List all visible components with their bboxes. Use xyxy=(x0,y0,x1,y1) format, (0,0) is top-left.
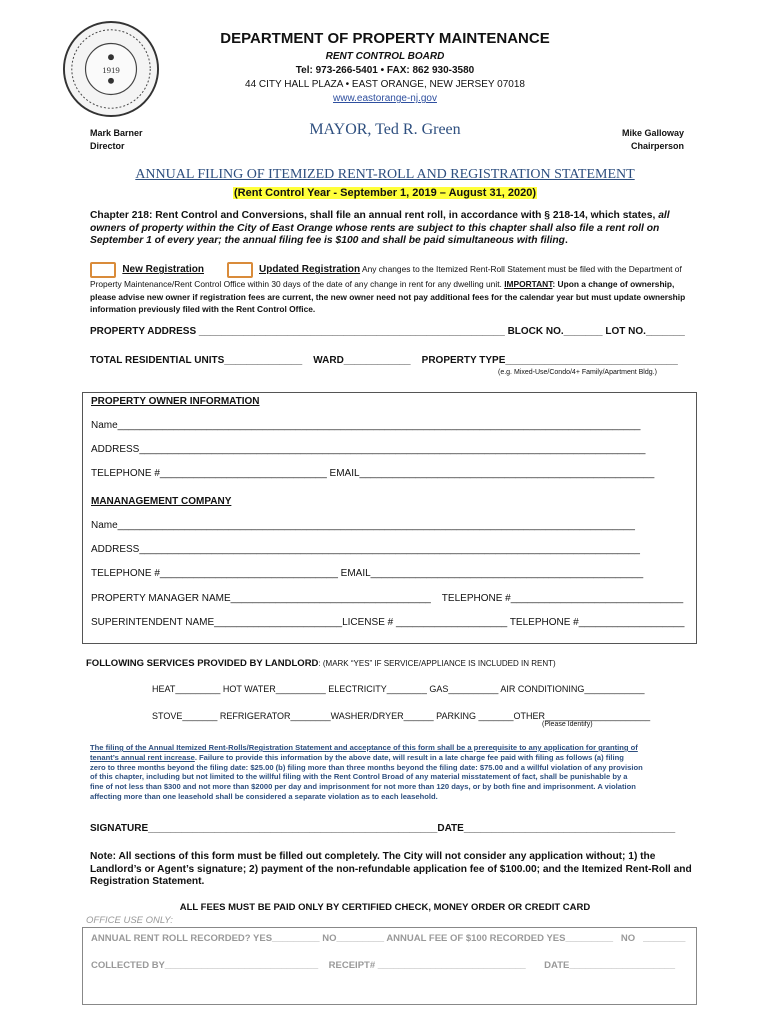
services-heading: FOLLOWING SERVICES PROVIDED BY LANDLORD: (MARK “YES” IF SERVICE/APPLIANCE IS INCLUDED IN RENT) xyxy=(86,658,556,669)
seal-year: 1919 xyxy=(102,64,120,75)
rent-year: (Rent Control Year - September 1, 2019 – August 31, 2020) xyxy=(234,187,536,199)
mgmt-address-field[interactable]: ADDRESS__________________________________________________________________________________________ xyxy=(91,544,640,555)
form-title: ANNUAL FILING OF ITEMIZED RENT-ROLL AND REGISTRATION STATEMENT xyxy=(135,167,635,182)
please-identify-hint: (Please Identify) xyxy=(542,721,593,728)
note-paragraph: Note: All sections of this form must be filled out completely. The City will not consider any application without; 1) the Landlord’s or Agent’s signature; 2) payment of the non-refundable application fee of $100.00; and the Itemized Rent-Roll and Registration Statement. xyxy=(90,851,692,887)
property-manager-field[interactable]: PROPERTY MANAGER NAME____________________________________ TELEPHONE #_______________________________ xyxy=(91,593,684,604)
mayor-name: MAYOR, Ted R. Green xyxy=(309,121,461,138)
director-name: Mark Barner xyxy=(90,128,143,138)
new-registration-label: New Registration xyxy=(122,264,205,276)
header-phone: Tel: 973-266-5401 • FAX: 862 930-3580 xyxy=(295,65,475,76)
website-link[interactable]: www.eastorange-nj.gov xyxy=(333,93,437,104)
owner-heading: PROPERTY OWNER INFORMATION xyxy=(91,396,260,407)
mgmt-telephone-email-field[interactable]: TELEPHONE #________________________________ EMAIL_________________________________________________ xyxy=(91,568,644,579)
chairperson-title: Chairperson xyxy=(630,141,684,151)
superintendent-field[interactable]: SUPERINTENDENT NAME_______________________LICENSE # ____________________ TELEPHONE #___________________ xyxy=(91,617,685,628)
dept-title: DEPARTMENT OF PROPERTY MAINTENANCE xyxy=(220,30,550,47)
units-ward-type-field[interactable]: TOTAL RESIDENTIAL UNITS______________ WARD____________ PROPERTY TYPE_______________________________ xyxy=(90,355,678,366)
header-address: 44 CITY HALL PLAZA • EAST ORANGE, NEW JERSEY 07018 xyxy=(245,79,525,90)
office-row-1: ANNUAL RENT ROLL RECORDED? YES_________ NO_________ ANNUAL FEE OF $100 RECORDED YES_________ NO ________ xyxy=(91,933,686,944)
mgmt-name-field[interactable]: Name_____________________________________________________________________________________________ xyxy=(91,520,635,531)
services-row-1[interactable]: HEAT_________ HOT WATER__________ ELECTRICITY________ GAS__________ AIR CONDITIONING____________ xyxy=(152,684,645,694)
property-type-hint: (e.g. Mixed-Use/Condo/4+ Family/Apartment Bldg.) xyxy=(498,369,657,376)
chapter-paragraph: Chapter 218: Rent Control and Conversions, shall file an annual rent roll, in accordance with § 218-14, which states, all owners of property within the City of East Orange whose rents are subject to this chapter shall also file a rent roll on September 1 of every year; the annual filing fee is $100 and shall be paid simultaneous with filing. xyxy=(90,210,670,246)
property-address-field[interactable]: PROPERTY ADDRESS _______________________________________________________ BLOCK NO._______ LOT NO._______ xyxy=(90,326,685,337)
signature-date-field[interactable]: SIGNATURE____________________________________________________DATE______________________________________ xyxy=(90,823,676,834)
owner-address-field[interactable]: ADDRESS___________________________________________________________________________________________ xyxy=(91,444,646,455)
office-use-label: OFFICE USE ONLY: xyxy=(86,915,173,926)
owner-name-field[interactable]: Name______________________________________________________________________________________________ xyxy=(91,420,641,431)
management-heading: MANANAGEMENT COMPANY xyxy=(91,496,232,507)
services-row-2[interactable]: STOVE_______ REFRIGERATOR________WASHER/DRYER______ PARKING _______OTHER_____________________ xyxy=(152,711,651,721)
updated-registration-label: Updated Registration xyxy=(259,264,361,276)
chairperson-name: Mike Galloway xyxy=(621,128,684,138)
director-title: Director xyxy=(90,141,125,151)
owner-telephone-email-field[interactable]: TELEPHONE #______________________________ EMAIL_____________________________________________________ xyxy=(91,468,655,479)
office-row-2: COLLECTED BY_____________________________ RECEIPT# ____________________________ DATE____________________ xyxy=(91,960,675,971)
legal-paragraph: The filing of the Annual Itemized Rent-Rolls/Registration Statement and acceptance of this form shall be a prerequisite to any application for granting of tenant’s annual rent increase. Failure to provide this information by the above date, will result in a late charge fee paid with filing as follows (a) filing zero to three months beyond the filing date: $25.00 (b) filing more than three months beyond the filing date: $75.00 and a willful violation of any provision of this chapter, including but not limited to the willful filing with the Rent Control Broad of any material misstatement of fact, shall be punishable by a fine of not less than $300 and not more than $2000 per day and imprisonment for not more than 120 days, or by both fine and imprisonment. A violation affecting more than one leasehold shall be considered a separate violation as to each leasehold. xyxy=(90,743,643,801)
updated-registration-checkbox[interactable] xyxy=(227,262,253,278)
new-registration-checkbox[interactable] xyxy=(90,262,116,278)
registration-section: New Registration Updated Registration Any changes to the Itemized Rent-Roll Statement must be filed with the Department of Property Maintenance/Rent Control Office within 30 days of the date of any change in rent for any dwelling unit. IMPORTANT: Upon a change of ownership, please advise new owner if registration fees are current, the new owner need not pay additional fees for the calendar year but must update ownership information previously filed with the Rent Control Office. xyxy=(90,262,700,316)
board-title: RENT CONTROL BOARD xyxy=(325,51,445,62)
fees-notice: ALL FEES MUST BE PAID ONLY BY CERTIFIED CHECK, MONEY ORDER OR CREDIT CARD xyxy=(179,902,591,913)
